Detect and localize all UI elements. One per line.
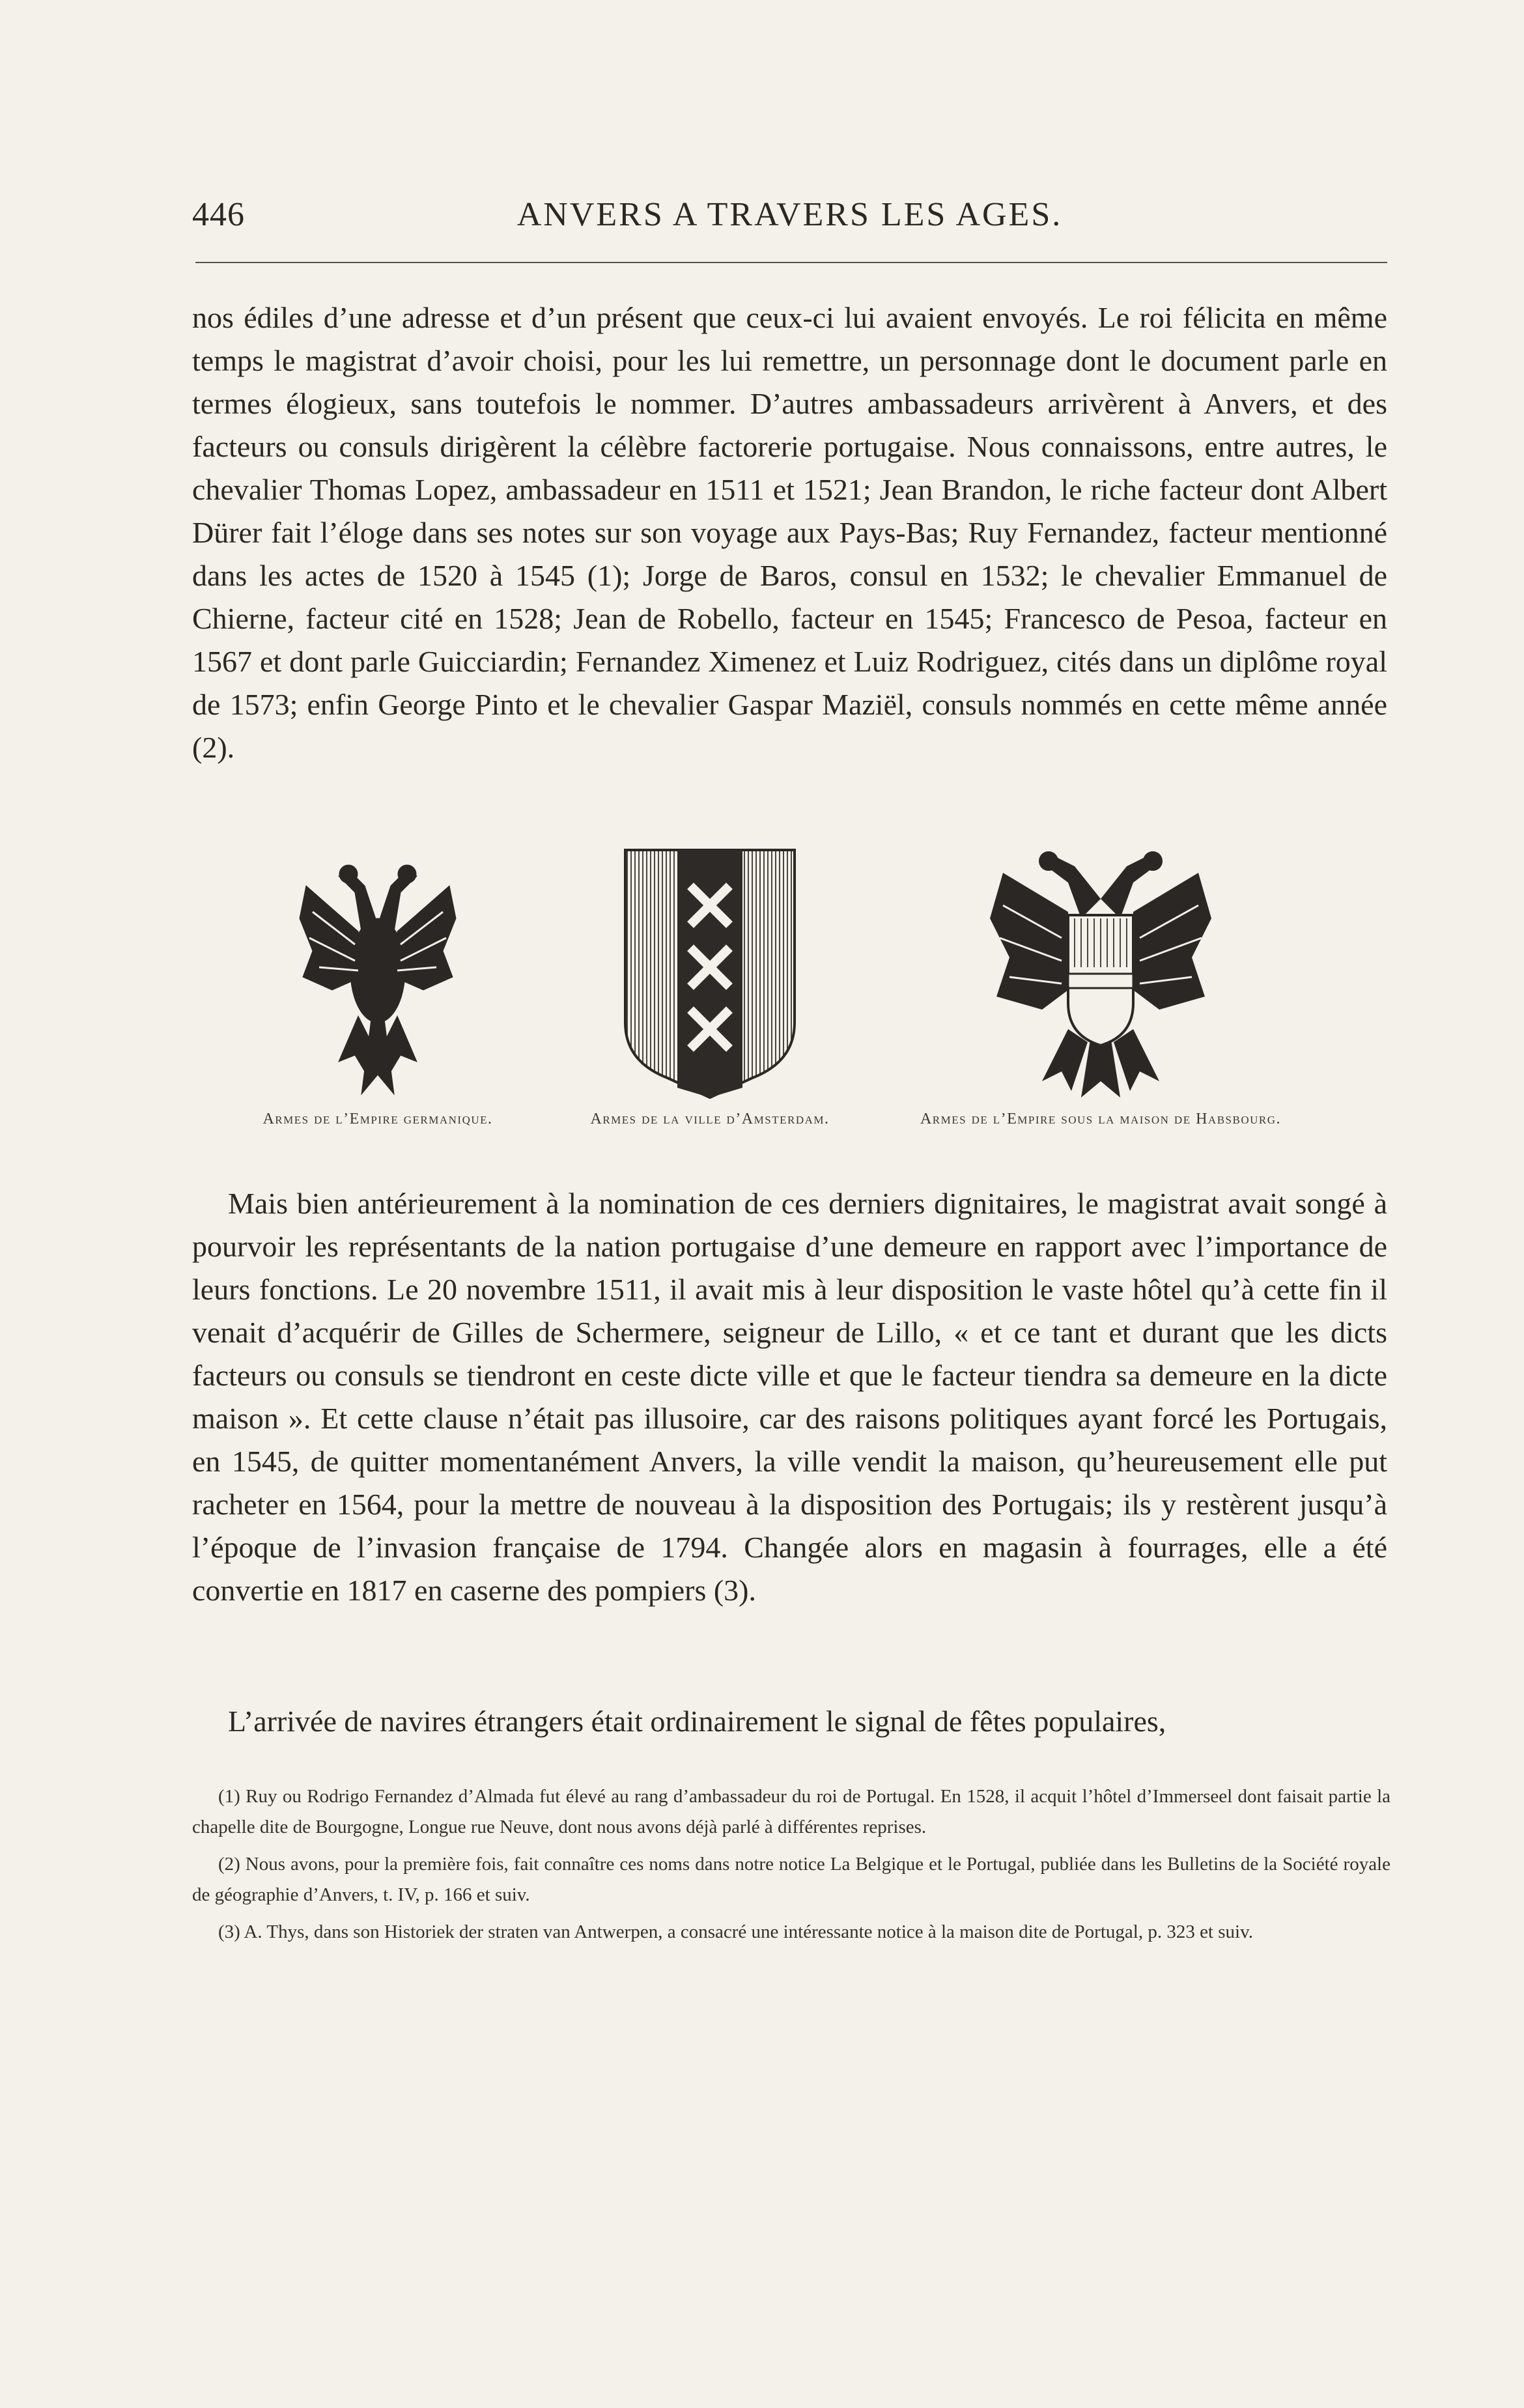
figure-amsterdam [560, 847, 860, 1140]
page-header [192, 195, 1387, 248]
paragraph-3: L’arrivée de navires étrangers était ordinairement le signal de fêtes populaires, [228, 1705, 1166, 1738]
figure-habsburg-empire [905, 847, 1296, 1140]
footnote-2: (2) Nous avons, pour la première fois, fait connaître ces noms dans notre notice La Belgique et le Portugal, publiée dans les Bulletins de la Société royale de géographie d’Anvers, t. IV, p. 166 et suiv. [192, 1854, 1390, 1905]
eagle-with-shield-icon [983, 847, 1218, 1101]
coats-of-arms-row [234, 847, 1394, 1140]
page-number: 446 [192, 196, 245, 233]
paragraph-2: Mais bien antérieurement à la nomination de ces derniers dignitaires, le magistrat avait songé à pourvoir les représentants de la nation portugaise d’une demeure en rapport avec l’importance de leurs fonctions. Le 20 novembre 1511, il avait mis à leur disposition le vaste hôtel qu’à cette fin il venait d’acquérir de Gilles de Schermere, seigneur de Lillo, « et ce tant et durant que les dicts facteurs ou consuls se tiendront en ceste dicte ville et que le facteur tiendra sa demeure en la dicte maison ». Et cette clause n’était pas illusoire, car des raisons politiques ayant forcé les Portugais, en 1545, de quitter momentanément Anvers, la ville vendit la maison, qu’heureusement elle put racheter en 1564, pour la mettre de nouveau à la disposition des Portugais; ils y restèrent jusqu’à l’époque de l’invasion française de 1794. Changée alors en magasin à fourrages, elle a été convertie en 1817 en caserne des pompiers (3). [192, 1187, 1387, 1607]
header-rule [195, 262, 1387, 263]
paragraph-1: nos édiles d’une adresse et d’un présent que ceux-ci lui avaient envoyés. Le roi félicita en même temps le magistrat d’avoir choisi, pour les lui remettre, un personnage dont le document parle en termes élogieux, sans toutefois le nommer. D’autres ambassadeurs arrivèrent à Anvers, et des facteurs ou consuls dirigèrent la célèbre factorerie portugaise. Nous connaissons, entre autres, le chevalier Thomas Lopez, ambassadeur en 1511 et 1521; Jean Brandon, le riche facteur dont Albert Dürer fait l’éloge dans ses notes sur son voyage aux Pays-Bas; Ruy Fernandez, facteur mentionné dans les actes de 1520 à 1545 (1); Jorge de Baros, consul en 1532; le chevalier Emmanuel de Chierne, facteur cité en 1528; Jean de Robello, facteur en 1545; Francesco de Pesoa, facteur en 1567 et dont parle Guicciardin; Fernandez Ximenez et Luiz Rodriguez, cités dans un diplôme royal de 1573; enfin George Pinto et le chevalier Gaspar Maziël, consuls nommés en cette même année (2). [192, 301, 1387, 764]
caption-german-empire: Armes de l’Empire germanique. [262, 1111, 493, 1127]
figure-german-empire [234, 847, 521, 1140]
footnote-1: (1) Ruy ou Rodrigo Fernandez d’Almada fut élevé au rang d’ambassadeur du roi de Portugal. En 1528, il acquit l’hôtel d’Immerseel dont faisait partie la chapelle dite de Bourgogne, Longue rue Neuve, dont nous avons déjà parlé à différentes reprises. [192, 1786, 1390, 1837]
shield-three-saltires-icon [622, 847, 798, 1101]
footnotes [192, 1781, 1390, 1954]
double-headed-eagle-icon [293, 847, 462, 1101]
footnote-3: (3) A. Thys, dans son Historiek der straten van Antwerpen, a consacré une intéressante notice à la maison dite de Portugal, p. 323 et suiv. [218, 1921, 1253, 1942]
caption-amsterdam: Armes de la ville d’Amsterdam. [590, 1111, 830, 1127]
running-title: ANVERS A TRAVERS LES AGES. [516, 196, 1063, 233]
caption-habsburg-empire: Armes de l’Empire sous la maison de Habsbourg. [920, 1111, 1282, 1127]
